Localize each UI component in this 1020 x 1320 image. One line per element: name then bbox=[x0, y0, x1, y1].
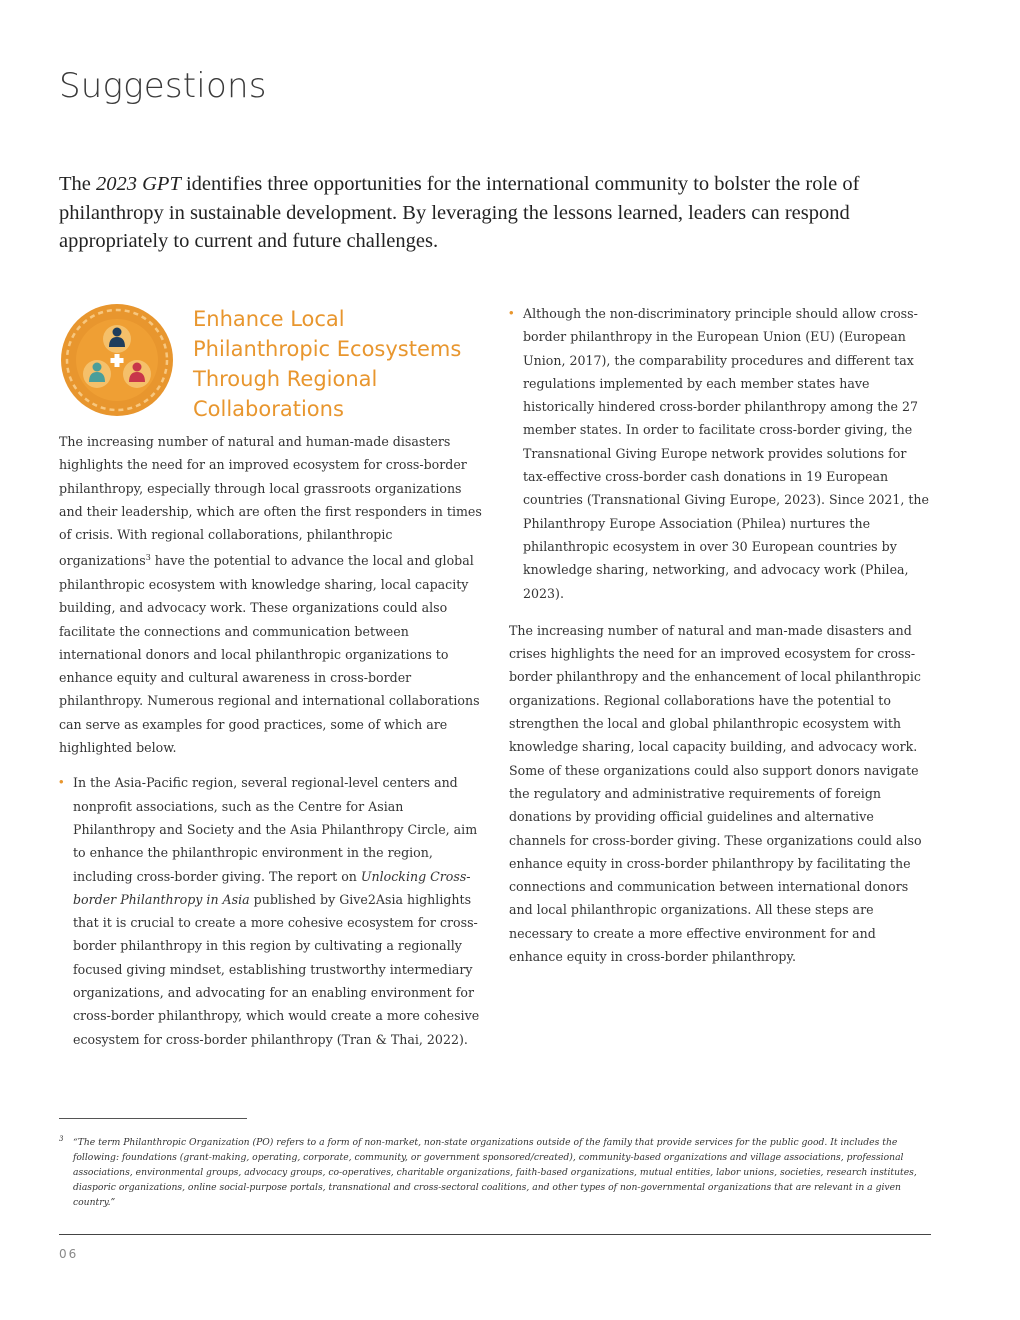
section-paragraph: The increasing number of natural and human-made disasters highlights the need for an improved ecosystem for cross-border philanthropy, especially through local grassroots organizations and their leadership, which are often the first responders in times of crisis. With regional collaborations, philanthropic organizations$^3$ have the potential to advance the local and global philanthropic ecosystem with knowledge sharing, local capacity building, and advocacy work. These organizations could also facilitate the connections and communication between international donors and local philanthropic organizations to enhance equity and cultural awareness in cross-border philanthropy. Numerous regional and international collaborations can serve as examples for good practices, some of which are highlighted below. bbox=[59, 434, 482, 756]
section-header bbox=[59, 302, 483, 430]
footnote-mark: 3 bbox=[59, 1135, 64, 1143]
left-column bbox=[59, 302, 483, 1065]
section-title: Enhance Local Philanthropic Ecosystems Through Regional Collaborations bbox=[193, 307, 462, 421]
page-footer-divider bbox=[59, 1234, 931, 1235]
bullet-european-union: • Although the non-discriminatory principle should allow cross-border philanthropy in the European Union (EU) (European Union, 2017), the comparability procedures and different tax regulations implemented by each member states have historically hindered cross-border philanthropy among the 27 member states. In order to facilitate cross-border giving, the Transnational Giving Europe network provides solutions for tax-effective cross-border cash donations in 19 European countries (Transnational Giving Europe, 2023). Since 2021, the Philanthropy Europe Association (Philea) nurtures the philanthropic ecosystem in over 30 European countries by knowledge sharing, networking, and advocacy work (Philea, 2023). bbox=[509, 302, 929, 605]
bullet-asia-pacific: • In the Asia-Pacific region, several regional-level centers and nonprofit associations, such as the Centre for Asian Philanthropy and Society and the Asia Philanthropy Circle, aim to enhance the philanthropic environment in the region, including cross-border giving. The report on Unlocking Cross-border Philanthropy in Asia published by Give2Asia highlights that it is crucial to create a more cohesive ecosystem for cross-border philanthropy in this region by cultivating a regionally focused giving mindset, establishing trustworthy intermediary organizations, and advocating for an enabling environment for cross-border philanthropy, which would create a more cohesive ecosystem for cross-border philanthropy (Tran & Thai, 2022). bbox=[59, 771, 483, 1051]
intro-paragraph: The 2023 GPT identifies three opportunities for the international community to bolster the role of philanthropy in sustainable development. By leveraging the lessons learned, leaders can respond appropriately to current and future challenges. bbox=[59, 173, 860, 252]
right-column bbox=[509, 302, 929, 980]
bullet-dot: • bbox=[59, 775, 64, 791]
bullet-dot: • bbox=[509, 306, 514, 321]
page-number: 06 bbox=[59, 1247, 79, 1261]
page-title: Suggestions bbox=[59, 66, 267, 106]
footnote: 3 “The term Philanthropic Organization (PO) refers to a form of non-market, non-state organizations outside of the family that provide services for the public good. It includes the following: foundations (grant-making, operating, corporate, community, or government sponsored/created), community-based organizations and village associations, professional associations, environmental groups, advocacy groups, co-operatives, charitable organizations, faith-based organizations, mutual entities, labor unions, societies, research institutes, diasporic organizations, online social-purpose portals, transnational and cross-sectoral coalitions, and other types of non-governmental organizations that are relevant in a given country.” bbox=[59, 1135, 931, 1210]
community-collaboration-icon bbox=[59, 302, 175, 418]
footnote-divider bbox=[59, 1118, 247, 1119]
summary-paragraph: The increasing number of natural and man-made disasters and crises highlights the need for an improved ecosystem for cross-border philanthropy and the enhancement of local philanthropic organizations. Regional collaborations have the potential to strengthen the local and global philanthropic ecosystem with knowledge sharing, local capacity building, and advocacy work. Some of these organizations could also support donors navigate the regulatory and administrative requirements of foreign donations by providing official guidelines and alternative channels for cross-border giving. These organizations could also enhance equity in cross-border philanthropy by facilitating the connections and communication between international donors and local philanthropic organizations. All these steps are necessary to create a more effective environment for and enhance equity in cross-border philanthropy. bbox=[509, 622, 922, 965]
